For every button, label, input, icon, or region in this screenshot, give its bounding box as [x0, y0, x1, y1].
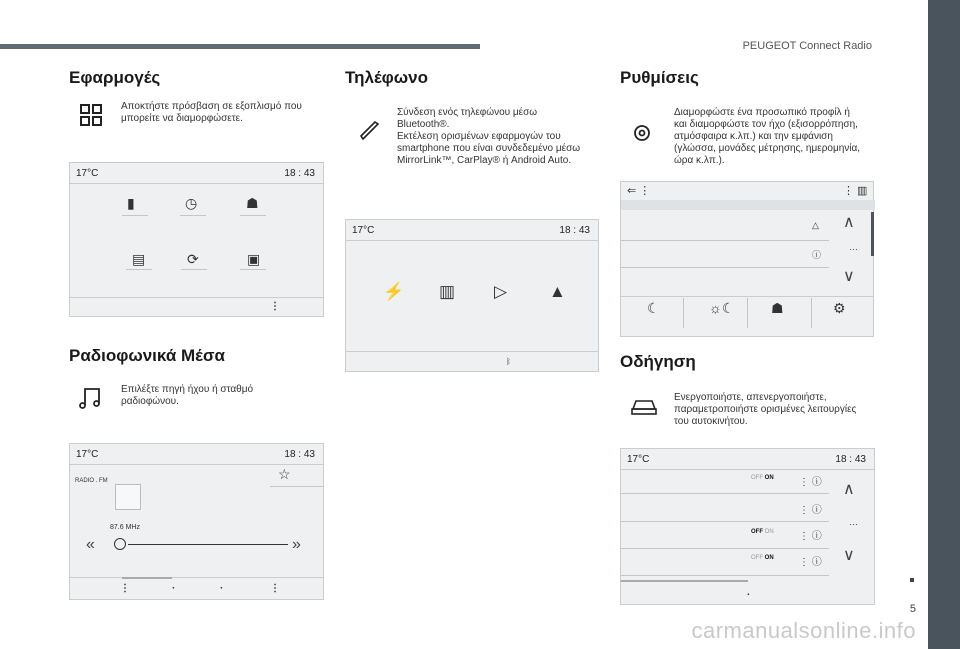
watermark: carmanualsonline.info	[691, 618, 916, 643]
media-description: Επιλέξτε πηγή ήχου ή σταθμό ραδιοφώνου.	[121, 384, 254, 407]
frequency-slider[interactable]	[128, 544, 288, 545]
function-toggle[interactable]: OFF ON	[751, 529, 774, 535]
info-icon[interactable]: ⋮ ⓘ	[799, 557, 822, 568]
more-options-icon[interactable]: …	[849, 242, 858, 252]
info-icon[interactable]: ⓘ	[812, 250, 822, 260]
scroll-down-icon[interactable]: ∨	[843, 268, 855, 285]
phone-handset-icon	[357, 118, 381, 142]
frequency-value: 87.6	[110, 524, 124, 531]
page-indicator-dot: .	[747, 587, 750, 598]
temp-readout: 17°C	[76, 168, 99, 179]
app-tile-5-icon[interactable]: ⟳	[187, 251, 199, 267]
clock-readout: 18 : 43	[284, 168, 315, 179]
seek-back-icon[interactable]: «	[86, 536, 95, 553]
page-number: 5	[909, 603, 916, 615]
media-title: Ραδιοφωνικά Μέσα	[69, 346, 225, 365]
grid-icon	[80, 104, 102, 126]
page-dot	[910, 578, 914, 582]
settings-screen	[620, 181, 874, 337]
back-arrow-icon[interactable]: ⇐ ⋮	[627, 185, 651, 197]
scrollbar[interactable]	[871, 212, 874, 256]
temp-readout: 17°C	[76, 449, 99, 460]
phone-screen	[345, 219, 599, 372]
band-label: RADIO . FM	[75, 478, 108, 484]
favorite-star-icon[interactable]: ☆	[278, 466, 291, 482]
header-bar	[0, 44, 480, 49]
bluetooth-status-icon: ᛒ	[506, 357, 511, 366]
carplay-icon[interactable]: ▷	[494, 282, 508, 301]
clock-readout: 18 : 43	[559, 225, 590, 236]
app-tile-4-icon[interactable]: ▤	[132, 251, 146, 267]
phone-description: Σύνδεση ενός τηλεφώνου μέσω Bluetooth®. Εκτέλεση ορισμένων εφαρμογών του smartphone που είναι συνδεδεμένο μέσω MirrorLink™, CarPlay® ή Android Auto.	[397, 107, 581, 166]
more-menu-icon[interactable]: ⋮	[120, 583, 130, 594]
settings-title: Ρυθμίσεις	[620, 68, 699, 87]
gear-icon[interactable]: ⚙	[833, 300, 846, 316]
warning-icon: △	[812, 220, 819, 230]
delete-icon[interactable]: ⋮ ▥	[843, 185, 868, 197]
more-options-icon[interactable]: …	[849, 517, 858, 527]
more-menu-icon[interactable]: ⋮	[270, 301, 280, 312]
scroll-down-icon[interactable]: ∨	[843, 547, 855, 564]
apps-title: Εφαρμογές	[69, 68, 161, 87]
station-artwork	[115, 484, 141, 510]
info-icon[interactable]: ⋮ ⓘ	[799, 477, 822, 488]
scroll-up-icon[interactable]: ∧	[843, 214, 855, 231]
info-icon[interactable]: ⋮ ⓘ	[799, 531, 822, 542]
more-menu-icon[interactable]: ⋮	[270, 583, 280, 594]
side-strip	[928, 0, 960, 649]
phone-title: Τηλέφωνο	[345, 68, 428, 87]
app-tile-2-icon[interactable]: ◷	[185, 195, 198, 211]
media-screen	[69, 443, 324, 600]
settings-description: Διαμορφώστε ένα προσωπικό προφίλ ή και διαμορφώστε τον ήχο (εξισορρόπηση, ατμόσφαιρα κ.λπ.) και την εμφάνιση (γλώσσα, μονάδες μέτρησης, ημερομηνία, ώρα κ.λπ.).	[674, 107, 861, 166]
gear-icon	[631, 122, 653, 144]
frequency-unit: MHz	[125, 524, 140, 531]
seek-forward-icon[interactable]: »	[292, 536, 301, 553]
night-mode-icon[interactable]: ☾	[647, 300, 660, 316]
driving-description: Ενεργοποιήστε, απενεργοποιήστε, παραμετροποιήστε ορισμένες λειτουργίες του αυτοκινήτου.	[674, 392, 857, 427]
android-auto-icon[interactable]: ▲	[549, 282, 566, 301]
app-tile-1-icon[interactable]: ▮	[127, 195, 135, 211]
function-toggle[interactable]: OFF ON	[751, 475, 774, 481]
app-tile-3-icon[interactable]: ☗	[246, 195, 259, 211]
bluetooth-icon[interactable]: ⚡	[383, 282, 405, 301]
scroll-up-icon[interactable]: ∧	[843, 481, 855, 498]
car-icon	[630, 396, 658, 416]
temp-readout: 17°C	[627, 454, 650, 465]
page-indicator-dot: ·	[220, 583, 224, 594]
header-brand: PEUGEOT Connect Radio	[742, 40, 872, 52]
apps-description: Αποκτήστε πρόσβαση σε εξοπλισμό που μπορείτε να διαμορφώσετε.	[121, 101, 302, 124]
day-night-icon[interactable]: ☼☾	[709, 300, 735, 316]
clock-readout: 18 : 43	[835, 454, 866, 465]
function-toggle[interactable]: OFF ON	[751, 555, 774, 561]
clock-readout: 18 : 43	[284, 449, 315, 460]
driving-title: Οδήγηση	[620, 352, 696, 371]
profile-icon[interactable]: ☗	[771, 300, 784, 316]
music-note-icon	[79, 386, 101, 410]
temp-readout: 17°C	[352, 225, 375, 236]
apps-screen	[69, 162, 324, 317]
app-tile-6-icon[interactable]: ▣	[247, 251, 261, 267]
info-icon[interactable]: ⋮ ⓘ	[799, 505, 822, 516]
driving-screen	[620, 448, 875, 605]
tuner-dial-icon[interactable]	[114, 538, 126, 550]
page-indicator-dot: ·	[172, 583, 176, 594]
mirrorlink-icon[interactable]: ▥	[439, 282, 456, 301]
